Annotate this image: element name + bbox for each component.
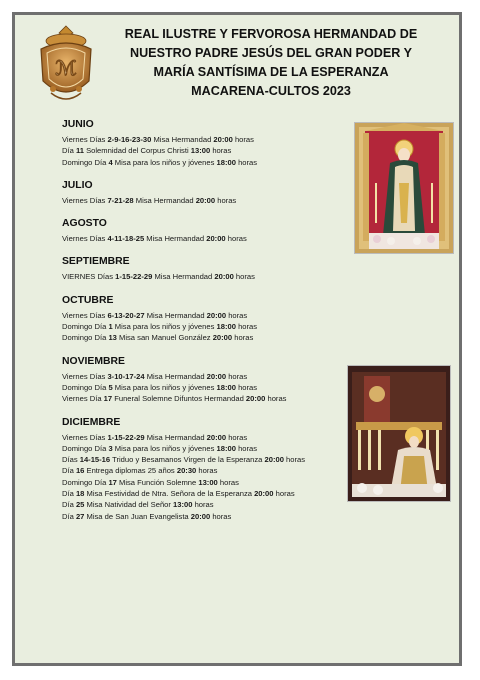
entry-text: Misa Hermandad [144, 234, 207, 244]
schedule-entry [62, 477, 362, 488]
entry-text: Triduo y Besamanos Virgen de la Esperanza [110, 455, 265, 465]
entry-text: horas [225, 234, 247, 244]
entry-text: horas [215, 195, 237, 205]
entry-text: VIERNES Días [62, 272, 116, 282]
entry-highlight: 20:00 [195, 195, 216, 205]
entry-highlight: 1-15-22-29 [115, 272, 153, 282]
entry-highlight: 3-10-17-24 [107, 371, 145, 381]
month-heading: JUNIO [62, 119, 94, 130]
entry-text: Misa para los niños y jóvenes [112, 382, 217, 392]
schedule-entry [62, 432, 362, 443]
schedule-entry [62, 443, 362, 454]
svg-text:ℳ: ℳ [55, 56, 77, 80]
schedule-entry [62, 454, 362, 465]
entry-highlight: 18:00 [216, 382, 236, 392]
entry-text: Funeral Solemne Difuntos Hermandad [112, 394, 246, 404]
entry-highlight: 18:00 [216, 443, 236, 453]
entry-text: Día [62, 489, 76, 499]
entry-highlight: 20:00 [206, 432, 227, 442]
entry-text: Viernes Días [62, 234, 108, 244]
entry-text: horas [226, 310, 248, 320]
entry-highlight: 16 [75, 466, 85, 476]
entry-highlight: 20:00 [206, 234, 226, 244]
entry-text: horas [235, 322, 258, 332]
schedule-entry [62, 371, 362, 382]
entry-text: Misa Hermandad [144, 432, 207, 442]
entry-highlight: 2-9-16-23-30 [107, 135, 152, 144]
entry-text: Viernes Días [62, 371, 108, 381]
schedule-entry [62, 393, 362, 404]
entry-text: Misa para los niños y jóvenes [112, 157, 217, 167]
entry-text: horas [235, 443, 258, 453]
entry-text: horas [235, 157, 258, 167]
month-section [62, 356, 362, 405]
month-section [62, 295, 362, 344]
entry-highlight: 6-13-20-27 [107, 310, 145, 320]
entry-highlight: 20:30 [176, 466, 197, 476]
cultos-document [12, 12, 462, 666]
entry-highlight: 20:00 [206, 371, 227, 381]
title-line: REAL ILUSTRE Y FERVOROSA HERMANDAD DE [124, 27, 418, 41]
page-title [101, 25, 441, 101]
schedule-entry [62, 511, 362, 522]
entry-highlight: 13:00 [173, 500, 193, 510]
entry-highlight: 13:00 [190, 146, 211, 156]
entry-highlight: 11 [75, 146, 84, 156]
entry-text: Viernes Días [62, 432, 108, 442]
schedule-entry [62, 310, 362, 321]
entry-text: Viernes Días [62, 310, 108, 320]
entry-text: horas [232, 333, 254, 343]
entry-text: Misa Natividad del Señor [84, 500, 174, 510]
schedule-entry [62, 145, 362, 156]
entry-highlight: 4-11-18-25 [107, 234, 145, 244]
entry-highlight: 20:00 [245, 394, 266, 404]
entry-text: Misa para los niños y jóvenes [112, 443, 217, 453]
entry-highlight: 18:00 [216, 157, 236, 167]
entry-text: Viernes Días [62, 195, 108, 205]
entry-highlight: 17 [103, 394, 113, 404]
entry-text: Misa Hermandad [133, 195, 196, 205]
entry-highlight: 20:00 [214, 272, 234, 282]
month-heading: DICIEMBRE [62, 416, 121, 428]
entry-text: Misa Función Solemne [116, 477, 199, 487]
entry-text: horas [273, 489, 295, 499]
entry-text: Día [62, 146, 76, 156]
entry-text: Misa para los niños y jóvenes [112, 322, 217, 332]
schedule-entry [62, 332, 362, 343]
schedule-list [62, 119, 362, 534]
entry-text: Misa Hermandad [151, 135, 214, 144]
entry-highlight: 14-15-16 [79, 455, 111, 465]
schedule-entry [62, 233, 362, 244]
entry-text: horas [265, 394, 287, 404]
entry-text: Viernes Día [62, 394, 104, 404]
entry-text: horas [196, 466, 218, 476]
virgin-besamanos-photo [347, 365, 451, 502]
entry-text: Día [62, 511, 76, 521]
entry-text: horas [235, 382, 258, 392]
entry-text: Misa de San Juan Evangelista [84, 511, 191, 521]
entry-text: Misa san Manuel González [116, 333, 213, 343]
entry-text: horas [283, 455, 306, 465]
entry-text: Misa Hermandad [144, 310, 207, 320]
entry-highlight: 20:00 [254, 489, 274, 499]
entry-text: Misa Festividad de Ntra. Señora de la Esperanza [84, 489, 255, 499]
entry-highlight: 20:00 [264, 455, 284, 465]
entry-highlight: 20:00 [206, 310, 227, 320]
entry-text: Domingo Día [62, 157, 109, 167]
entry-text: horas [226, 432, 248, 442]
entry-text: Solemnidad del Corpus Christi [83, 146, 191, 156]
entry-highlight: 20:00 [213, 135, 233, 144]
entry-text: Días [62, 455, 80, 465]
entry-highlight: 20:00 [190, 511, 211, 521]
schedule-entry [62, 499, 362, 510]
entry-text: Día [62, 500, 76, 510]
entry-highlight: 18:00 [216, 322, 236, 332]
entry-text: Domingo Día [62, 333, 109, 343]
entry-text: horas [210, 146, 232, 156]
schedule-entry [62, 157, 362, 168]
title-line: MARÍA SANTÍSIMA DE LA ESPERANZA [153, 65, 389, 79]
entry-highlight: 17 [108, 477, 117, 487]
brotherhood-crest-icon [31, 23, 101, 105]
schedule-entry [62, 321, 362, 332]
entry-highlight: 1 [108, 322, 113, 332]
entry-text: horas [217, 477, 239, 487]
month-section [62, 417, 362, 522]
month-section [62, 256, 362, 282]
entry-text: Entrega diplomas 25 años [84, 466, 177, 476]
schedule-entry [62, 488, 362, 499]
entry-highlight: 20:00 [212, 333, 233, 343]
entry-text: Domingo Día [62, 382, 109, 392]
entry-text: horas [232, 135, 254, 144]
entry-text: Domingo Día [62, 443, 109, 453]
month-section [62, 119, 362, 168]
month-heading: JULIO [62, 179, 93, 191]
entry-text: Misa Hermandad [152, 272, 215, 282]
entry-text: Domingo Día [62, 477, 109, 487]
month-heading: SEPTIEMBRE [62, 256, 130, 268]
entry-text: Día [62, 466, 76, 476]
virgin-altar-photo [354, 122, 454, 254]
entry-text: horas [226, 371, 248, 381]
schedule-entry [62, 134, 362, 145]
schedule-entry [62, 271, 362, 282]
title-line: MACARENA-CULTOS 2023 [191, 84, 351, 98]
entry-text: horas [192, 500, 214, 510]
entry-text: Viernes Días [62, 135, 108, 144]
entry-highlight: 7-21-28 [107, 195, 134, 205]
entry-highlight: 25 [75, 500, 85, 510]
entry-text: Misa Hermandad [144, 371, 207, 381]
schedule-entry [62, 195, 362, 206]
entry-highlight: 3 [108, 443, 113, 453]
entry-highlight: 5 [108, 382, 113, 392]
entry-highlight: 4 [108, 157, 113, 167]
entry-text: Domingo Día [62, 322, 109, 332]
schedule-entry [62, 382, 362, 393]
title-line: NUESTRO PADRE JESÚS DEL GRAN PODER Y [129, 46, 412, 60]
entry-highlight: 13:00 [198, 477, 218, 487]
entry-highlight: 18 [75, 489, 85, 499]
month-section [62, 180, 362, 206]
schedule-entry [62, 465, 362, 476]
entry-text: horas [210, 511, 232, 521]
month-heading: AGOSTO [62, 218, 107, 230]
month-heading: OCTUBRE [62, 294, 114, 306]
entry-highlight: 13 [108, 333, 117, 343]
month-section [62, 218, 362, 244]
entry-highlight: 1-15-22-29 [107, 432, 145, 442]
month-heading: NOVIEMBRE [62, 355, 125, 367]
entry-text: horas [233, 272, 255, 282]
entry-highlight: 27 [75, 511, 85, 521]
